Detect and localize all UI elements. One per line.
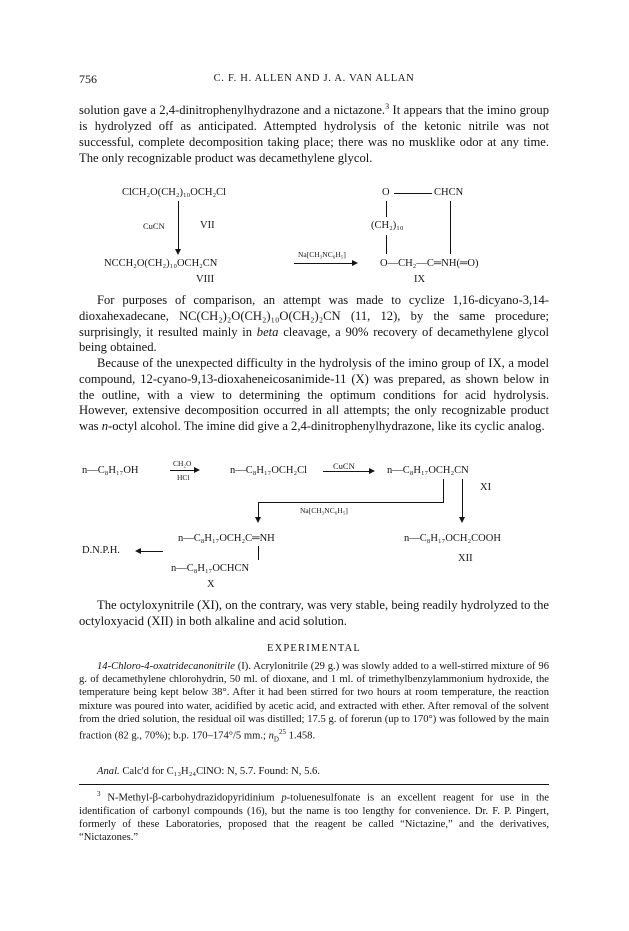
paragraph-octyloxynitrile: The octyloxynitrile (XI), on the contrary, was very stable, being readily hydrolyzed to the octyloxyacid (XII) in both alkaline and acid solution. bbox=[79, 598, 549, 628]
para2-text-a: For purposes of comparison, an attempt was made to cyclize 1,16-dicyano-3,14-dioxahexadecane, NC(CH₂)₂O(CH₂)₁₀O(CH₂)₂CN (11, 12), by the same procedure; surprisingly, it resulted mainly in bbox=[79, 293, 549, 339]
ring-ch2-10: (CH₂)₁₀ bbox=[371, 220, 404, 231]
scheme2-reagent-hcl: HCl bbox=[177, 473, 190, 482]
scheme1-arrow-reagent: Na[CH₃NC₆H₅] bbox=[298, 250, 346, 259]
scheme1-down-arrow bbox=[178, 201, 179, 253]
paragraph-cyclize bbox=[79, 293, 549, 356]
scheme2-branch-horizontal bbox=[258, 502, 444, 503]
label-viii: VIII bbox=[196, 274, 215, 285]
label-ix: IX bbox=[414, 274, 426, 285]
scheme1-bottom-formula: NCCH₂O(CH₂)₁₀OCH₂CN bbox=[104, 258, 218, 269]
page-header bbox=[79, 72, 549, 88]
scheme2-imine-top: n—C₈H₁₇OCH₂C═NH bbox=[178, 533, 275, 544]
footnote-text-a: N-Methyl-β-carbohydrazidopyridinium bbox=[100, 792, 282, 804]
page-number: 756 bbox=[79, 72, 97, 86]
scheme2-imine-bottom: n—C₈H₁₇OCHCN bbox=[171, 563, 250, 574]
para2-italic: beta bbox=[256, 324, 279, 339]
refractive-index-sub: D bbox=[273, 735, 279, 744]
scheme2-arrow-1 bbox=[170, 470, 198, 471]
scheme2-down-arrow bbox=[258, 502, 259, 521]
scheme2-reagent-na: Na[CH₃NC₆H₅] bbox=[300, 506, 348, 515]
ring-bond-left-lower bbox=[386, 235, 387, 254]
scheme2-imine-bond bbox=[258, 546, 259, 560]
analysis-label: Anal. bbox=[97, 766, 120, 777]
footnote-rule bbox=[79, 784, 549, 785]
ring-bond-left-upper bbox=[386, 201, 387, 217]
footnote-italic: p bbox=[281, 792, 287, 804]
scheme1-top-formula: ClCH₂O(CH₂)₁₀OCH₂Cl bbox=[122, 187, 227, 198]
paragraph-experimental bbox=[79, 660, 549, 747]
para3-text-b: -octyl alcohol. The imine did give a 2,4-dinitrophenylhydrazone, like its cyclic analog. bbox=[108, 419, 545, 434]
experimental-body: (I). Acrylonitrile (29 g.) was slowly added to a well-stirred mixture of 96 g. of decamethylene chlorohydrin, 50 ml. of dioxane, and 1 ml. of trimethylbenzylammonium hydroxide, the temperature being kept below 38°. After it had been stirred for two hours at room temperature, the reaction mixture was poured into water, acidified by acetic acid, and extracted with ether. After removal of the solvent from the dried solution, the residual oil was distilled; 17.5 g. of forerun (up to 170°) was followed by the main fraction (82 g., 70%); b.p. 170–174°/5 mm.; bbox=[79, 661, 549, 742]
scheme2-hydrolysis-arrow bbox=[462, 479, 463, 521]
refractive-index-sup: 25 bbox=[278, 728, 286, 737]
compound-title: 14-Chloro-4-oxatridecanonitrile bbox=[97, 661, 235, 672]
scheme2-arrow-2 bbox=[323, 471, 373, 472]
footnote-mark: 3 bbox=[97, 790, 101, 798]
scheme2-chloride: n—C₈H₁₇OCH₂Cl bbox=[230, 465, 308, 476]
scheme2-nitrile: n—C₈H₁₇OCH₂CN bbox=[387, 465, 469, 476]
scheme2-left-arrow bbox=[137, 551, 163, 552]
scheme2-octanol: n—C₈H₁₇OH bbox=[82, 465, 139, 476]
ring-bottom: O—CH₂—C═NH(═O) bbox=[380, 258, 479, 269]
label-vii: VII bbox=[200, 220, 215, 231]
scheme1-reagent-cucn: CuCN bbox=[143, 221, 165, 231]
scheme2-reagent-ch2o: CH₂O bbox=[173, 459, 192, 468]
scheme2-dnph: D.N.P.H. bbox=[82, 545, 120, 556]
para2-text-b: cleavage, a 90% recovery of decamethylene glycol being obtained. bbox=[79, 324, 549, 355]
scheme1-right-arrow bbox=[294, 263, 356, 264]
footnote bbox=[79, 788, 549, 844]
ring-bond-right bbox=[450, 201, 451, 254]
ring-bond-top bbox=[394, 193, 432, 194]
para3-text-a: Because of the unexpected difficulty in the hydrolysis of the imino group of IX, a model compound, 12-cyano-9,13-dioxaheneicosanimide-11 (X) was prepared, as shown below in the outline, with a view to determining the optimum conditions for acid hydrolysis. However, extensive decomposition occurred in all attempts; the only recognizable product was bbox=[79, 356, 549, 434]
scheme2-branch-line bbox=[443, 479, 444, 502]
analysis-line bbox=[79, 765, 549, 778]
running-head: C. F. H. ALLEN AND J. A. VAN ALLAN bbox=[213, 73, 415, 84]
intro-text-a: solution gave a 2,4-dinitrophenylhydrazone and a nictazone. bbox=[79, 103, 386, 118]
analysis-text: Calc'd for C₁₃H₂₄ClNO: N, 5.7. Found: N, 5.6. bbox=[119, 766, 320, 777]
intro-text-b: It appears that the imino group is hydrolyzed off as anticipated. Attempted hydrolysis of the ketonic nitrile was not successful, complete decomposition taking place; there was no musklike odor at any time. The only recognizable product was decamethylene glycol. bbox=[79, 103, 549, 165]
ring-oxygen-top: O bbox=[382, 187, 390, 198]
scheme2-reagent-cucn: CuCN bbox=[333, 461, 355, 471]
label-xii: XII bbox=[458, 553, 473, 564]
ring-chcn: CHCN bbox=[434, 187, 464, 198]
refractive-index-n: n bbox=[268, 730, 274, 742]
section-heading-experimental: EXPERIMENTAL bbox=[266, 643, 362, 654]
scheme2-acid: n—C₈H₁₇OCH₂COOH bbox=[404, 533, 501, 544]
label-x: X bbox=[207, 579, 215, 590]
footnote-ref: 3 bbox=[385, 102, 390, 111]
footnote-text-b: -toluenesulfonate is an excellent reagent for use in the identification of carbonyl compounds (16), but the name is too lengthy for convenience. Dr. F. P. Pingert, formerly of these Laboratories, proposed that the reagent be called “Nictazine,” and the derivatives, “Nictazones.” bbox=[79, 792, 549, 844]
label-xi: XI bbox=[480, 482, 492, 493]
para3-italic: n bbox=[101, 419, 109, 434]
intro-paragraph bbox=[79, 99, 549, 166]
refractive-index-value: 1.458. bbox=[285, 730, 316, 742]
paragraph-model-compound bbox=[79, 356, 549, 435]
